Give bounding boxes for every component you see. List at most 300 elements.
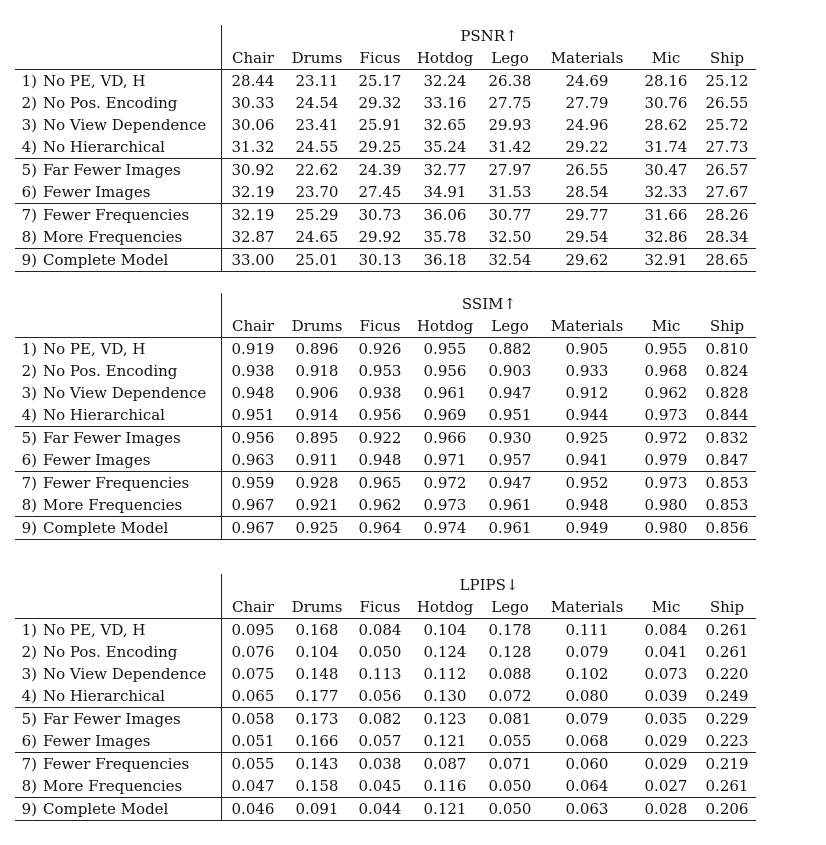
table-cell: 0.056 [358,687,402,705]
table-cell: 32.86 [644,228,688,246]
row-number: 8) [21,496,37,514]
table-row [15,449,756,472]
table-row [15,472,756,495]
table-cell: 0.229 [698,708,756,731]
table-cell: 0.080 [565,687,609,705]
table-cell: 0.261 [698,619,756,642]
table-cell: 0.955 [410,338,480,361]
table-cell: 0.220 [705,665,749,683]
column-header: Ficus [359,49,401,67]
row-label: No Pos. Encoding [43,92,222,114]
psnr-table [15,25,756,272]
table-row [15,70,756,93]
table-cell: 0.044 [350,798,410,821]
column-header: Drums [291,49,343,67]
table-cell: 0.847 [705,451,749,469]
table-cell: 0.091 [284,798,350,821]
row-label: Complete Model [43,798,222,821]
table-cell: 32.19 [231,183,275,201]
table-cell: 0.068 [565,732,609,750]
table-cell: 0.953 [358,362,402,380]
row-number: 4) [21,138,37,156]
row-number: 5) [15,159,43,182]
table-cell: 0.979 [644,451,688,469]
table-cell: 0.028 [634,798,698,821]
table-cell: 25.01 [284,249,350,272]
table-cell: 31.32 [231,138,275,156]
table-cell: 32.65 [423,116,467,134]
table-cell: 24.96 [565,116,609,134]
table-cell: 0.914 [295,406,339,424]
table-cell: 0.969 [423,406,467,424]
table-row [15,685,756,708]
table-cell: 29.92 [358,228,402,246]
row-number: 1) [15,338,43,361]
table-row [15,92,756,114]
row-number: 2) [21,362,37,380]
table-cell: 27.67 [705,183,749,201]
ssim-table [15,293,756,540]
table-row [15,753,756,776]
table-row [15,249,756,272]
table-cell: 32.19 [222,204,285,227]
row-label: No Hierarchical [43,136,222,159]
table-cell: 0.143 [284,753,350,776]
table-cell: 0.104 [295,643,339,661]
table-cell: 0.047 [231,777,275,795]
row-label: Far Fewer Images [43,159,222,182]
table-cell: 0.930 [480,427,540,450]
table-cell: 0.148 [295,665,339,683]
table-cell: 34.91 [423,183,467,201]
corner-cell [15,315,43,338]
row-number: 4) [21,687,37,705]
table-cell: 0.206 [698,798,756,821]
row-label: Fewer Frequencies [43,204,222,227]
table-cell: 29.25 [358,138,402,156]
table-cell: 29.62 [540,249,634,272]
table-cell: 23.70 [295,183,339,201]
table-cell: 31.74 [644,138,688,156]
table-row [15,204,756,227]
table-cell: 36.18 [410,249,480,272]
table-cell: 0.121 [423,732,467,750]
column-header-row [15,596,756,619]
table-cell: 27.73 [705,138,749,156]
row-label: Complete Model [43,517,222,540]
column-header: Ship [709,317,745,335]
column-header: Hotdog [416,317,474,335]
table-cell: 33.00 [222,249,285,272]
row-number: 9) [15,798,43,821]
table-cell: 0.956 [423,362,467,380]
table-cell: 28.62 [644,116,688,134]
column-header: Chair [231,317,275,335]
corner-cell [43,47,222,70]
table-cell: 0.951 [231,406,275,424]
table-cell: 0.944 [565,406,609,424]
table-cell: 0.810 [698,338,756,361]
table-cell: 0.828 [705,384,749,402]
table-cell: 35.24 [423,138,467,156]
table-cell: 0.261 [705,643,749,661]
table-cell: 0.081 [480,708,540,731]
table-cell: 0.972 [634,427,698,450]
table-cell: 0.974 [410,517,480,540]
table-cell: 0.050 [358,643,402,661]
table-cell: 32.54 [480,249,540,272]
table-cell: 0.038 [350,753,410,776]
metric-title: SSIM↑ [461,295,517,313]
table-cell: 25.17 [350,70,410,93]
row-label: Fewer Images [43,730,222,753]
corner-cell [15,293,43,315]
table-cell: 0.060 [540,753,634,776]
table-cell: 0.973 [644,406,688,424]
row-number: 1) [15,619,43,642]
row-label: No PE, VD, H [43,619,222,642]
table-cell: 0.948 [358,451,402,469]
table-cell: 25.91 [358,116,402,134]
column-header: Lego [491,317,529,335]
table-cell: 0.088 [488,665,532,683]
table-cell: 0.951 [488,406,532,424]
table-cell: 32.77 [410,159,480,182]
table-cell: 26.55 [705,94,749,112]
table-cell: 35.78 [423,228,467,246]
table-cell: 0.057 [358,732,402,750]
row-label: Fewer Images [43,181,222,204]
table-cell: 0.082 [350,708,410,731]
row-label: More Frequencies [43,494,222,517]
table-cell: 0.903 [488,362,532,380]
table-cell: 0.055 [222,753,285,776]
table-cell: 0.919 [222,338,285,361]
column-header: Drums [291,317,343,335]
row-label: Fewer Images [43,449,222,472]
table-cell: 0.116 [423,777,467,795]
table-cell: 0.955 [634,338,698,361]
row-label: No View Dependence [43,114,222,136]
table-cell: 0.073 [644,665,688,683]
table-cell: 0.926 [350,338,410,361]
column-header: Lego [491,49,529,67]
table-cell: 28.44 [222,70,285,93]
table-cell: 25.12 [698,70,756,93]
row-label: Complete Model [43,249,222,272]
table-cell: 0.178 [480,619,540,642]
row-number: 7) [15,472,43,495]
column-header: Drums [291,598,343,616]
table-cell: 0.956 [222,427,285,450]
table-cell: 27.97 [480,159,540,182]
column-header: Ship [709,49,745,67]
row-number: 9) [15,249,43,272]
row-number: 3) [21,665,37,683]
table-cell: 27.45 [358,183,402,201]
table-cell: 30.47 [634,159,698,182]
table-cell: 29.22 [565,138,609,156]
metric-header-row [15,574,756,596]
table-row [15,619,756,642]
table-cell: 0.158 [295,777,339,795]
table-cell: 29.32 [358,94,402,112]
row-label: Fewer Frequencies [43,753,222,776]
table-row [15,114,756,136]
row-label: Fewer Frequencies [43,472,222,495]
table-cell: 27.79 [565,94,609,112]
table-cell: 0.962 [358,496,402,514]
table-row [15,641,756,663]
table-cell: 0.079 [565,643,609,661]
row-number: 6) [21,451,37,469]
column-header: Chair [231,49,275,67]
table-cell: 0.223 [705,732,749,750]
column-header: Materials [550,49,624,67]
table-cell: 0.856 [698,517,756,540]
table-cell: 31.42 [488,138,532,156]
table-row [15,159,756,182]
table-cell: 32.50 [488,228,532,246]
corner-cell [15,47,43,70]
column-header: Ship [709,598,745,616]
table-cell: 0.949 [540,517,634,540]
corner-cell [43,596,222,619]
table-row [15,427,756,450]
table-cell: 26.38 [480,70,540,93]
table-cell: 0.168 [284,619,350,642]
table-cell: 30.77 [480,204,540,227]
table-cell: 0.912 [565,384,609,402]
table-cell: 0.832 [698,427,756,450]
table-row [15,404,756,427]
table-cell: 36.06 [410,204,480,227]
row-label: No Pos. Encoding [43,360,222,382]
corner-cell [43,574,222,596]
table-cell: 0.895 [284,427,350,450]
table-cell: 0.933 [565,362,609,380]
row-number: 8) [21,228,37,246]
table-cell: 30.76 [644,94,688,112]
table-cell: 0.039 [644,687,688,705]
table-cell: 0.947 [480,472,540,495]
table-cell: 0.972 [410,472,480,495]
table-cell: 0.948 [565,496,609,514]
table-cell: 30.13 [350,249,410,272]
table-cell: 0.076 [231,643,275,661]
table-cell: 0.967 [231,496,275,514]
table-cell: 0.905 [540,338,634,361]
table-cell: 0.064 [565,777,609,795]
lpips-table [15,574,756,821]
table-row [15,360,756,382]
table-cell: 0.084 [634,619,698,642]
corner-cell [15,25,43,47]
row-label: No PE, VD, H [43,70,222,93]
table-row [15,663,756,685]
table-cell: 32.24 [410,70,480,93]
metric-header-row [15,293,756,315]
table-cell: 0.941 [565,451,609,469]
column-header: Materials [550,317,624,335]
row-number: 7) [15,204,43,227]
table-cell: 0.079 [540,708,634,731]
table-cell: 0.071 [480,753,540,776]
table-cell: 29.77 [540,204,634,227]
row-label: More Frequencies [43,226,222,249]
table-cell: 24.55 [295,138,339,156]
row-label: Far Fewer Images [43,708,222,731]
table-row [15,708,756,731]
table-cell: 24.39 [350,159,410,182]
table-cell: 0.963 [231,451,275,469]
row-number: 9) [15,517,43,540]
table-cell: 0.050 [488,777,532,795]
table-cell: 0.952 [540,472,634,495]
table-cell: 0.027 [644,777,688,795]
row-number: 3) [21,384,37,402]
table-cell: 0.959 [222,472,285,495]
table-cell: 0.957 [488,451,532,469]
table-row [15,136,756,159]
row-number: 7) [15,753,43,776]
table-cell: 24.54 [295,94,339,112]
row-label: No View Dependence [43,663,222,685]
table-row [15,517,756,540]
row-number: 2) [21,643,37,661]
column-header: Mic [651,317,681,335]
table-cell: 0.261 [705,777,749,795]
corner-cell [43,315,222,338]
row-label: Far Fewer Images [43,427,222,450]
table-cell: 0.045 [358,777,402,795]
table-cell: 0.962 [644,384,688,402]
table-cell: 23.11 [284,70,350,93]
table-cell: 0.095 [222,619,285,642]
table-cell: 0.918 [295,362,339,380]
table-cell: 0.072 [488,687,532,705]
table-cell: 0.824 [705,362,749,380]
table-cell: 0.124 [423,643,467,661]
table-cell: 0.967 [222,517,285,540]
table-cell: 30.06 [231,116,275,134]
table-cell: 33.16 [423,94,467,112]
table-cell: 28.16 [634,70,698,93]
table-cell: 0.844 [705,406,749,424]
table-cell: 0.113 [358,665,402,683]
table-cell: 0.050 [480,798,540,821]
row-label: No Hierarchical [43,404,222,427]
metric-header-row [15,25,756,47]
table-cell: 0.922 [350,427,410,450]
table-row [15,226,756,249]
table-cell: 26.55 [540,159,634,182]
table-cell: 31.53 [488,183,532,201]
row-number: 6) [21,732,37,750]
table-cell: 0.973 [423,496,467,514]
column-header: Ficus [359,317,401,335]
table-cell: 31.66 [634,204,698,227]
table-row [15,338,756,361]
table-cell: 25.72 [705,116,749,134]
table-row [15,775,756,798]
table-cell: 0.063 [540,798,634,821]
table-cell: 32.33 [644,183,688,201]
column-header: Hotdog [416,49,474,67]
table-cell: 0.911 [295,451,339,469]
column-header: Hotdog [416,598,474,616]
table-cell: 26.57 [698,159,756,182]
table-cell: 0.029 [634,753,698,776]
table-cell: 27.75 [488,94,532,112]
table-cell: 0.980 [634,517,698,540]
row-label: No Pos. Encoding [43,641,222,663]
corner-cell [43,25,222,47]
table-cell: 0.965 [350,472,410,495]
table-cell: 0.173 [284,708,350,731]
table-cell: 0.051 [231,732,275,750]
table-cell: 0.925 [284,517,350,540]
table-cell: 0.925 [540,427,634,450]
column-header: Ficus [359,598,401,616]
metric-title: PSNR↑ [460,27,518,45]
table-cell: 0.853 [705,496,749,514]
table-cell: 32.87 [231,228,275,246]
table-cell: 25.29 [284,204,350,227]
table-cell: 30.33 [231,94,275,112]
table-cell: 24.69 [540,70,634,93]
table-cell: 0.961 [480,517,540,540]
table-cell: 0.177 [295,687,339,705]
table-cell: 0.980 [644,496,688,514]
column-header: Lego [491,598,529,616]
table-cell: 0.029 [644,732,688,750]
corner-cell [43,293,222,315]
table-cell: 28.26 [698,204,756,227]
table-cell: 0.961 [423,384,467,402]
table-cell: 0.956 [358,406,402,424]
table-cell: 0.102 [565,665,609,683]
row-label: No PE, VD, H [43,338,222,361]
table-cell: 0.166 [295,732,339,750]
table-cell: 0.055 [488,732,532,750]
table-cell: 0.075 [231,665,275,683]
table-cell: 0.966 [410,427,480,450]
table-cell: 0.104 [410,619,480,642]
table-cell: 0.084 [350,619,410,642]
table-cell: 30.92 [222,159,285,182]
table-cell: 0.906 [295,384,339,402]
table-cell: 0.121 [410,798,480,821]
table-cell: 0.111 [540,619,634,642]
table-cell: 28.65 [698,249,756,272]
table-cell: 0.219 [698,753,756,776]
table-cell: 0.961 [488,496,532,514]
table-cell: 28.54 [565,183,609,201]
table-row [15,494,756,517]
table-cell: 29.54 [565,228,609,246]
column-header: Chair [231,598,275,616]
row-number: 5) [15,708,43,731]
row-number: 3) [21,116,37,134]
table-cell: 29.93 [488,116,532,134]
table-cell: 0.249 [705,687,749,705]
table-cell: 32.91 [634,249,698,272]
table-cell: 0.853 [698,472,756,495]
table-cell: 0.948 [231,384,275,402]
table-row [15,181,756,204]
table-cell: 0.035 [634,708,698,731]
